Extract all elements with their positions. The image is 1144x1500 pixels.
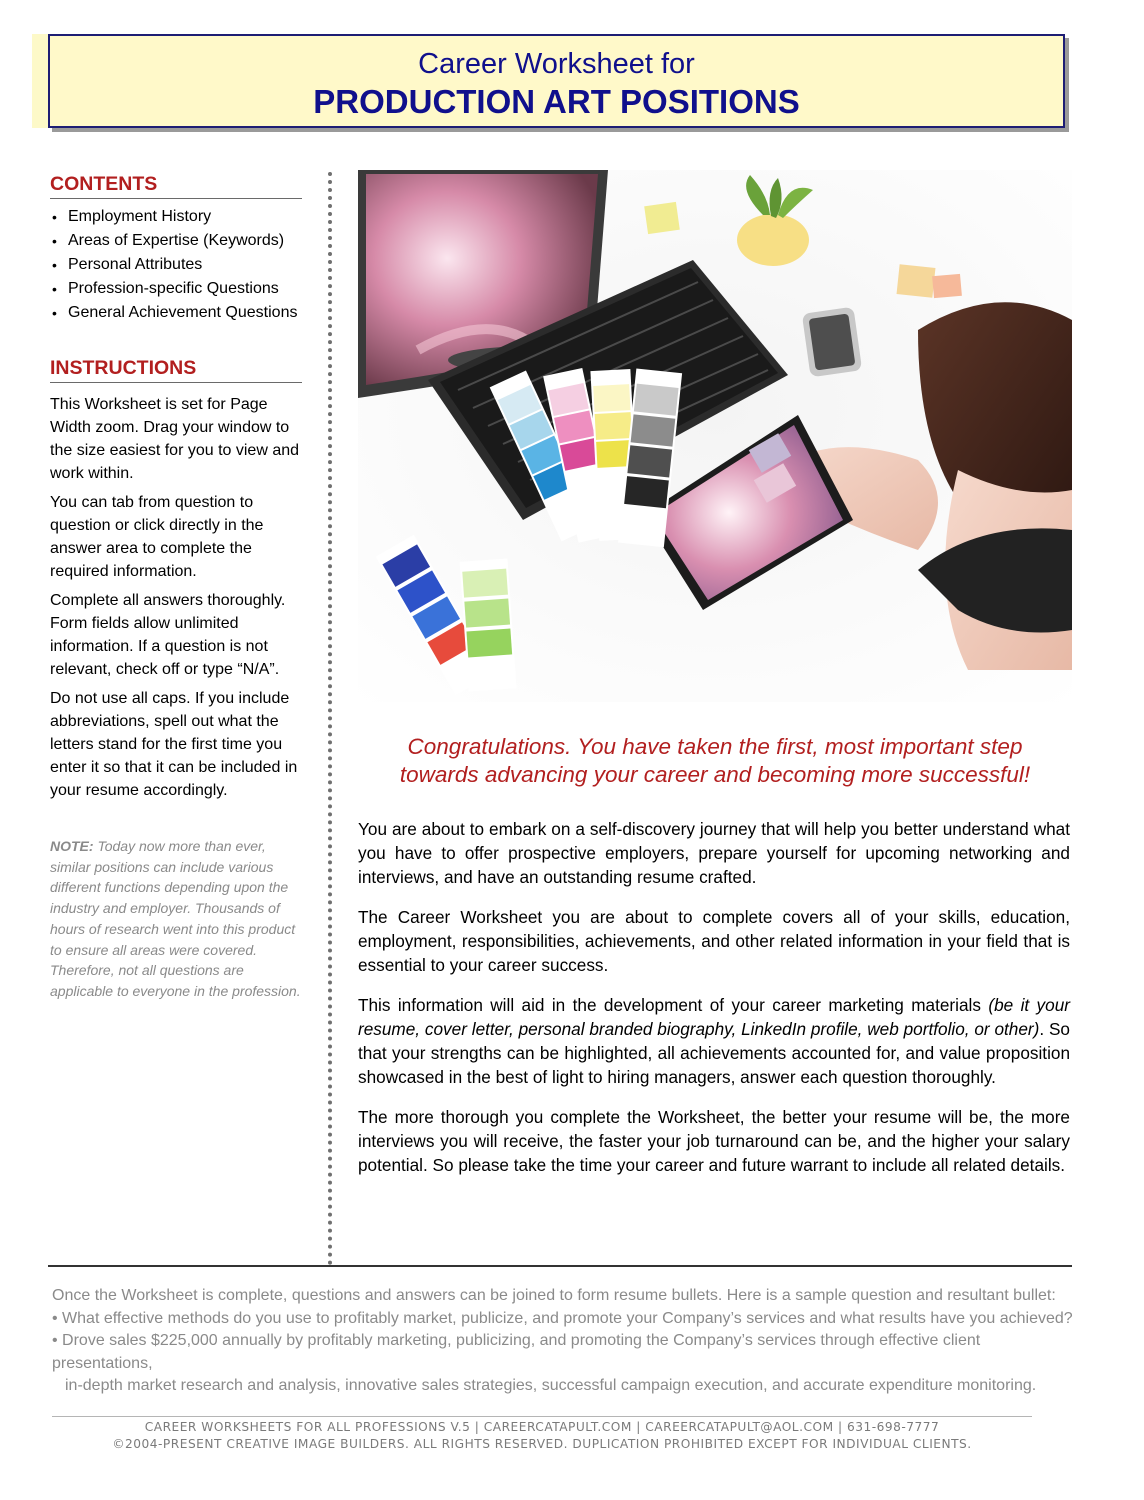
paragraph-3-end: . So that your strengths can be highlighted, all achievements accounted for, and value proposition showcased in the best of light to hiring managers, answer each question thoroughly.	[358, 1019, 1070, 1087]
instruction-paragraph: Do not use all caps. If you include abbreviations, spell out what the letters stand for the first time you enter it so that it can be included in your resume accordingly.	[50, 690, 298, 799]
contents-item-employment-history[interactable]: • Employment History	[50, 205, 302, 229]
contents-list	[50, 205, 302, 325]
section-divider	[48, 1265, 1072, 1267]
paragraph-3-italic: (be it your resume, cover letter, personal branded biography, LinkedIn profile, web portfolio, or other)	[358, 995, 1070, 1039]
footer-divider	[52, 1416, 1032, 1417]
page-footer	[0, 1419, 1084, 1453]
page-header	[48, 34, 1065, 128]
sample-bullet-line1: • Drove sales $225,000 annually by profitably marketing, publicizing, and promoting the Company’s services through effective client presentations,	[52, 1332, 981, 1372]
contents-item-profession-questions[interactable]: • Profession-specific Questions	[50, 277, 302, 301]
contents-item-general-achievement[interactable]: • General Achievement Questions	[50, 301, 302, 325]
note-text: Today now more than ever, similar positions can include various different functions depending upon the industry and employer. Thousands of hours of research went into this product to ensure all areas were covered. Therefore, not all questions are applicable to everyone in the profession.	[50, 838, 301, 999]
intro-body	[358, 817, 1070, 1193]
instructions-body	[50, 393, 302, 802]
intro-paragraph-4: The more thorough you complete the Worksheet, the better your resume will be, the more interviews you will receive, the faster your job turnaround can be, and the higher your salary potential. So please take the time your career and future warrant to include all related details.	[358, 1107, 1070, 1175]
designer-desk-photo	[358, 170, 1072, 702]
instruction-paragraph: You can tab from question to question or click directly in the answer area to complete the required information.	[50, 494, 264, 580]
left-sidebar	[50, 172, 302, 1002]
sample-bullet-line2: in-depth market research and analysis, innovative sales strategies, successful campaign execution, and accurate expenditure monitoring.	[65, 1377, 1037, 1394]
column-divider	[328, 172, 332, 1266]
intro-paragraph-3	[358, 993, 1070, 1089]
sample-bullet-block	[52, 1285, 1082, 1398]
instruction-paragraph: Complete all answers thoroughly. Form fields allow unlimited information. If a question is not relevant, check off or type “N/A”.	[50, 592, 286, 678]
page-title-line1: Career Worksheet for	[418, 48, 695, 80]
instruction-paragraph: This Worksheet is set for Page Width zoom. Drag your window to the size easiest for you to view and work within.	[50, 396, 300, 482]
contents-item-areas-of-expertise[interactable]: • Areas of Expertise (Keywords)	[50, 229, 302, 253]
intro-paragraph-1: You are about to embark on a self-discovery journey that will help you better understand what you have to offer prospective employers, prepare yourself for upcoming networking and interviews, and have an outstanding resume crafted.	[358, 819, 1070, 887]
footer-copyright-line: ©2004-PRESENT CREATIVE IMAGE BUILDERS. ALL RIGHTS RESERVED. DUPLICATION PROHIBITED EXCEPT FOR INDIVIDUAL CLIENTS.	[112, 1437, 972, 1451]
page-title-line2: PRODUCTION ART POSITIONS	[313, 83, 800, 120]
note-block	[50, 836, 302, 1002]
contents-item-personal-attributes[interactable]: • Personal Attributes	[50, 253, 302, 277]
footer-contact-line: CAREER WORKSHEETS FOR ALL PROFESSIONS V.5 | CAREERCATAPULT.COM | CAREERCATAPULT@AOL.COM | 631-698-7777	[144, 1420, 940, 1434]
intro-paragraph-2: The Career Worksheet you are about to complete covers all of your skills, education, employment, responsibilities, achievements, and other related information in your field that is essential to your career success.	[358, 907, 1070, 975]
congratulations-line2: towards advancing your career and becoming more successful!	[399, 762, 1031, 787]
congratulations-line1: Congratulations. You have taken the first, most important step	[407, 734, 1023, 759]
sample-question: • What effective methods do you use to profitably market, publicize, and promote your Company’s services and what results have you achieved?	[52, 1309, 1073, 1327]
contents-heading: CONTENTS	[50, 172, 302, 199]
sample-intro: Once the Worksheet is complete, questions and answers can be joined to form resume bullets. Here is a sample question and resultant bullet:	[52, 1287, 1056, 1304]
instructions-heading: INSTRUCTIONS	[50, 356, 302, 383]
paragraph-3-start: This information will aid in the development of your career marketing materials	[358, 995, 989, 1015]
note-label: NOTE:	[50, 838, 94, 854]
congratulations-message	[358, 733, 1072, 789]
